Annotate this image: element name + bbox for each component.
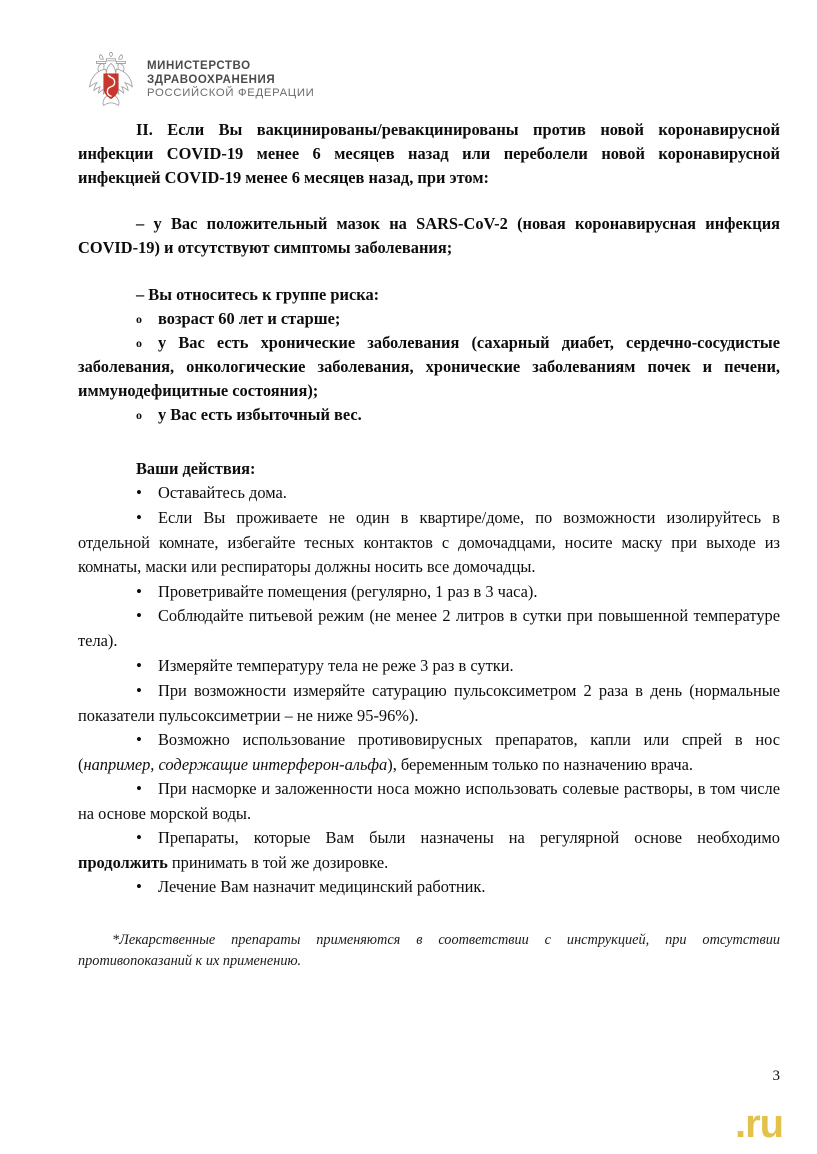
action-item-text: Соблюдайте питьевой режим (не менее 2 литров в сутки при повышенной температуре тела). [78, 606, 780, 651]
bullet-marker-icon: • [136, 581, 142, 601]
bullet-marker-icon: • [136, 606, 142, 626]
ministry-line-1: МИНИСТЕРСТВО [147, 60, 251, 73]
action-item-text: При возможности измеряйте сатурацию пульсоксиметром 2 раза в день (нормальные показатели пульсоксиметрии – не ниже 95-96%). [78, 680, 780, 725]
bullet-marker-icon: • [136, 876, 142, 896]
action-item-9 [78, 826, 780, 875]
risk-item-overweight-text: у Вас есть избыточный вес. [158, 405, 362, 425]
ministry-line-2: ЗДРАВООХРАНЕНИЯ [147, 74, 276, 87]
action-item-6 [78, 679, 780, 728]
circle-marker-icon: o [136, 311, 142, 326]
bullet-marker-icon: • [136, 508, 142, 528]
action-item-text-after: принимать в той же дозировке. [167, 852, 389, 872]
risk-item-overweight [78, 403, 780, 427]
bullet-marker-icon: • [136, 729, 142, 749]
condition-risk-group: – Вы относитесь к группе риска: [136, 284, 380, 304]
action-item-text-italic: например, содержащие интерферон-альфа [83, 754, 388, 774]
spacer [78, 190, 780, 212]
ministry-line-3: РОССИЙСКОЙ ФЕДЕРАЦИИ [147, 87, 315, 100]
footnote-text: *Лекарственные препараты применяются в соответствии с инструкцией, при отсутствии противопоказаний к их применению. [78, 931, 780, 970]
bullet-marker-icon: • [136, 655, 142, 675]
spacer [78, 900, 780, 930]
ministry-header [85, 52, 315, 106]
action-item-2 [78, 506, 780, 579]
action-item-5 [78, 654, 780, 679]
russian-double-headed-eagle-emblem-icon [85, 52, 137, 106]
site-watermark: .ru [735, 1102, 784, 1146]
bullet-marker-icon: • [136, 483, 142, 503]
action-item-10 [78, 875, 780, 900]
condition-positive-swab: – у Вас положительный мазок на SARS-CoV-2 (новая коронавирусная инфекция COVID-19) и отсутствуют симптомы заболевания; [78, 214, 780, 258]
action-item-text: Измеряйте температуру тела не реже 3 раз в сутки. [158, 655, 514, 675]
risk-item-age-text: возраст 60 лет и старше; [158, 308, 341, 328]
bullet-marker-icon: • [136, 680, 142, 700]
action-item-text-before: Возможно использование противовирусных препаратов, капли или спрей в нос ( [78, 729, 780, 774]
actions-heading: Ваши действия: [136, 459, 256, 479]
risk-item-chronic-text: у Вас есть хронические заболевания (сахарный диабет, сердечно-сосудистые заболевания, онкологические заболевания, хронические заболеваниям почек и печени, иммунодефицитные состояния); [78, 332, 780, 400]
section-heading: II. Если Вы вакцинированы/ревакцинированы против новой коронавирусной инфекции COVID-19 менее 6 месяцев назад или переболели новой коронавирусной инфекцией COVID-19 менее 6 месяцев назад, при этом: [78, 120, 780, 188]
spacer [78, 261, 780, 283]
risk-item-age [78, 307, 780, 331]
action-item-7 [78, 728, 780, 777]
circle-marker-icon: o [136, 408, 142, 423]
ministry-name [147, 57, 315, 101]
action-item-text: При насморке и заложенности носа можно использовать солевые растворы, в том числе на основе морской воды. [78, 778, 780, 823]
action-item-text: Лечение Вам назначит медицинский работник. [158, 876, 486, 896]
page-number: 3 [772, 1068, 780, 1084]
circle-marker-icon: o [136, 335, 142, 350]
action-item-text-after: ), беременным только по назначению врача. [387, 754, 693, 774]
risk-item-chronic [78, 331, 780, 403]
action-item-1 [78, 481, 780, 506]
action-item-text-before: Препараты, которые Вам были назначены на регулярной основе необходимо [158, 827, 780, 847]
bullet-marker-icon: • [136, 778, 142, 798]
action-item-text: Если Вы проживаете не один в квартире/доме, по возможности изолируйтесь в отдельной комнате, избегайте тесных контактов с домочадцами, носите маску при выходе из комнаты, маски или респираторы должны носить все домочадцы. [78, 508, 780, 577]
document-body [78, 118, 780, 973]
action-item-8 [78, 777, 780, 826]
action-item-text: Оставайтесь дома. [158, 483, 287, 503]
action-item-4 [78, 604, 780, 653]
spacer [78, 427, 780, 457]
action-item-text: Проветривайте помещения (регулярно, 1 раз в 3 часа). [158, 581, 538, 601]
action-item-text-bold: продолжить [78, 852, 168, 872]
action-item-3 [78, 580, 780, 605]
bullet-marker-icon: • [136, 827, 142, 847]
